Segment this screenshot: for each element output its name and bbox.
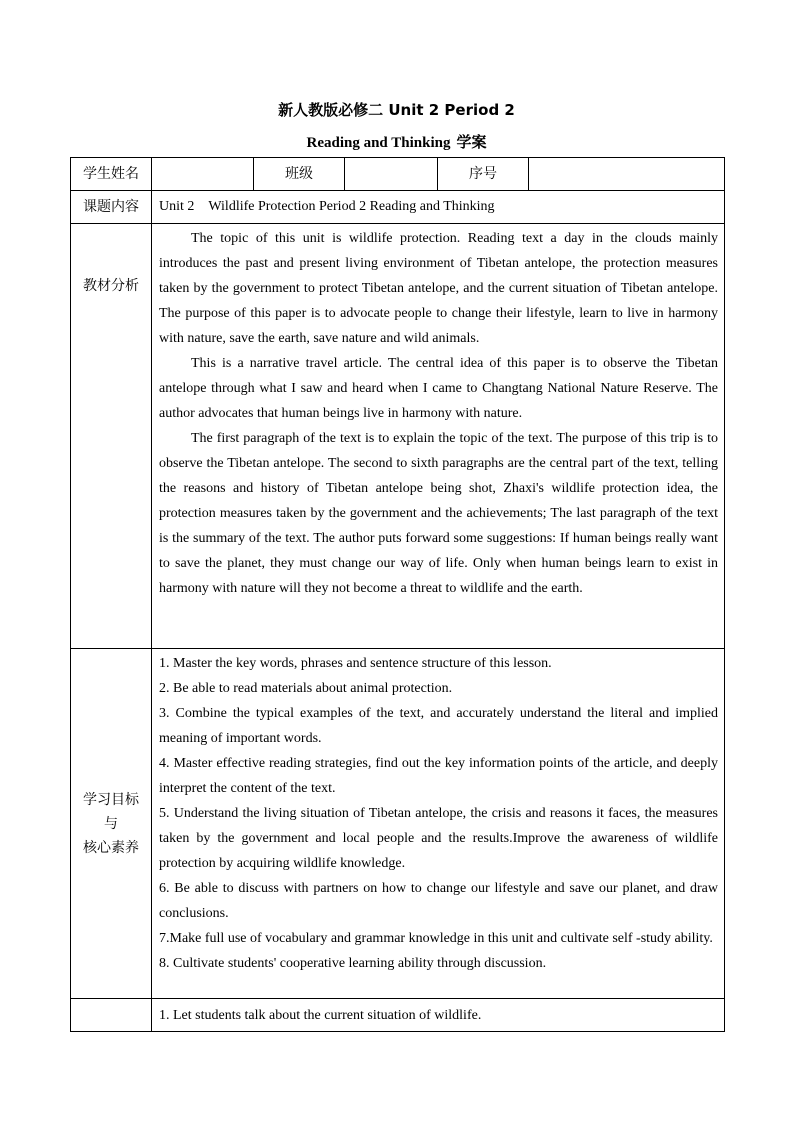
seat-number-field[interactable] <box>529 158 725 191</box>
topic-unit: Unit 2 <box>159 199 195 214</box>
objective-item: 5. Understand the living situation of Tibetan antelope, the crisis and reasons it faces, the measures taken by the government and local people and the results.Improve the awareness of wildlife protection by acquiring wildlife knowledge. <box>159 806 718 871</box>
objectives-content <box>152 649 725 999</box>
objective-item: 2. Be able to read materials about animal protection. <box>159 681 453 696</box>
objectives-label-line: 与 <box>104 815 118 832</box>
student-name-label: 学生姓名 <box>71 158 152 191</box>
objectives-label <box>71 649 152 999</box>
objective-item: 3. Combine the typical examples of the text, and accurately understand the literal and implied meaning of important words. <box>159 706 718 746</box>
topic-row <box>71 191 725 224</box>
seat-number-label: 序号 <box>438 158 529 191</box>
lesson-plan-table <box>70 157 725 1032</box>
analysis-paragraph: The first paragraph of the text is to explain the topic of the text. The purpose of this trip is to observe the Tibetan antelope. The second to sixth paragraphs are the central part of the text, telling the reasons and history of Tibetan antelope being shot, Zhaxi's wildlife protection idea, the protection measures taken by the government and the achievements; The last paragraph of the text is the summary of the text. The author puts forward some suggestions: If human beings really want to save the planet, they must change our way of life. Only when human beings learn to exist in harmony with nature will they not become a threat to wildlife and the earth. <box>159 431 718 596</box>
student-info-row <box>71 158 725 191</box>
activity-label <box>71 999 152 1032</box>
objectives-label-line: 核心素养 <box>83 839 139 856</box>
analysis-paragraph: The topic of this unit is wildlife protection. Reading text a day in the clouds mainly introduces the past and present living environment of Tibetan antelope, the protection measures taken by the government to protect Tibetan antelope, and the current situation of Tibetan antelope. The purpose of this paper is to advocate people to change their lifestyle, learn to live in harmony with nature, save the earth, save nature and wild animals. <box>159 231 718 346</box>
analysis-row <box>71 224 725 649</box>
objective-item: 1. Master the key words, phrases and sentence structure of this lesson. <box>159 656 552 671</box>
objective-item: 7.Make full use of vocabulary and grammar knowledge in this unit and cultivate self -study ability. <box>159 931 713 946</box>
activity-content: 1. Let students talk about the current situation of wildlife. <box>152 999 725 1032</box>
objectives-row <box>71 649 725 999</box>
subtitle-chinese: 学案 <box>456 133 487 151</box>
class-label: 班级 <box>254 158 345 191</box>
analysis-paragraph: This is a narrative travel article. The central idea of this paper is to observe the Tibetan antelope through what I saw and heard when I came to Changtang National Nature Reserve. The author advocates that human beings live in harmony with nature. <box>159 356 718 421</box>
objective-item: 4. Master effective reading strategies, find out the key information points of the article, and deeply interpret the content of the text. <box>159 756 718 796</box>
student-name-field[interactable] <box>152 158 254 191</box>
analysis-content <box>152 224 725 649</box>
topic-label: 课题内容 <box>71 191 152 224</box>
document-subtitle <box>0 131 793 152</box>
document-title: 新人教版必修二 Unit 2 Period 2 <box>278 101 515 119</box>
class-field[interactable] <box>345 158 438 191</box>
objective-item: 8. Cultivate students' cooperative learning ability through discussion. <box>159 956 547 971</box>
objective-item: 6. Be able to discuss with partners on how to change our lifestyle and save our planet, and draw conclusions. <box>159 881 718 921</box>
objectives-label-line: 学习目标 <box>83 791 139 808</box>
activity-row <box>71 999 725 1032</box>
analysis-label: 教材分析 <box>71 224 152 649</box>
topic-content <box>152 191 725 224</box>
topic-value: Wildlife Protection Period 2 Reading and Thinking <box>208 199 495 214</box>
subtitle-english: Reading and Thinking <box>306 135 451 151</box>
